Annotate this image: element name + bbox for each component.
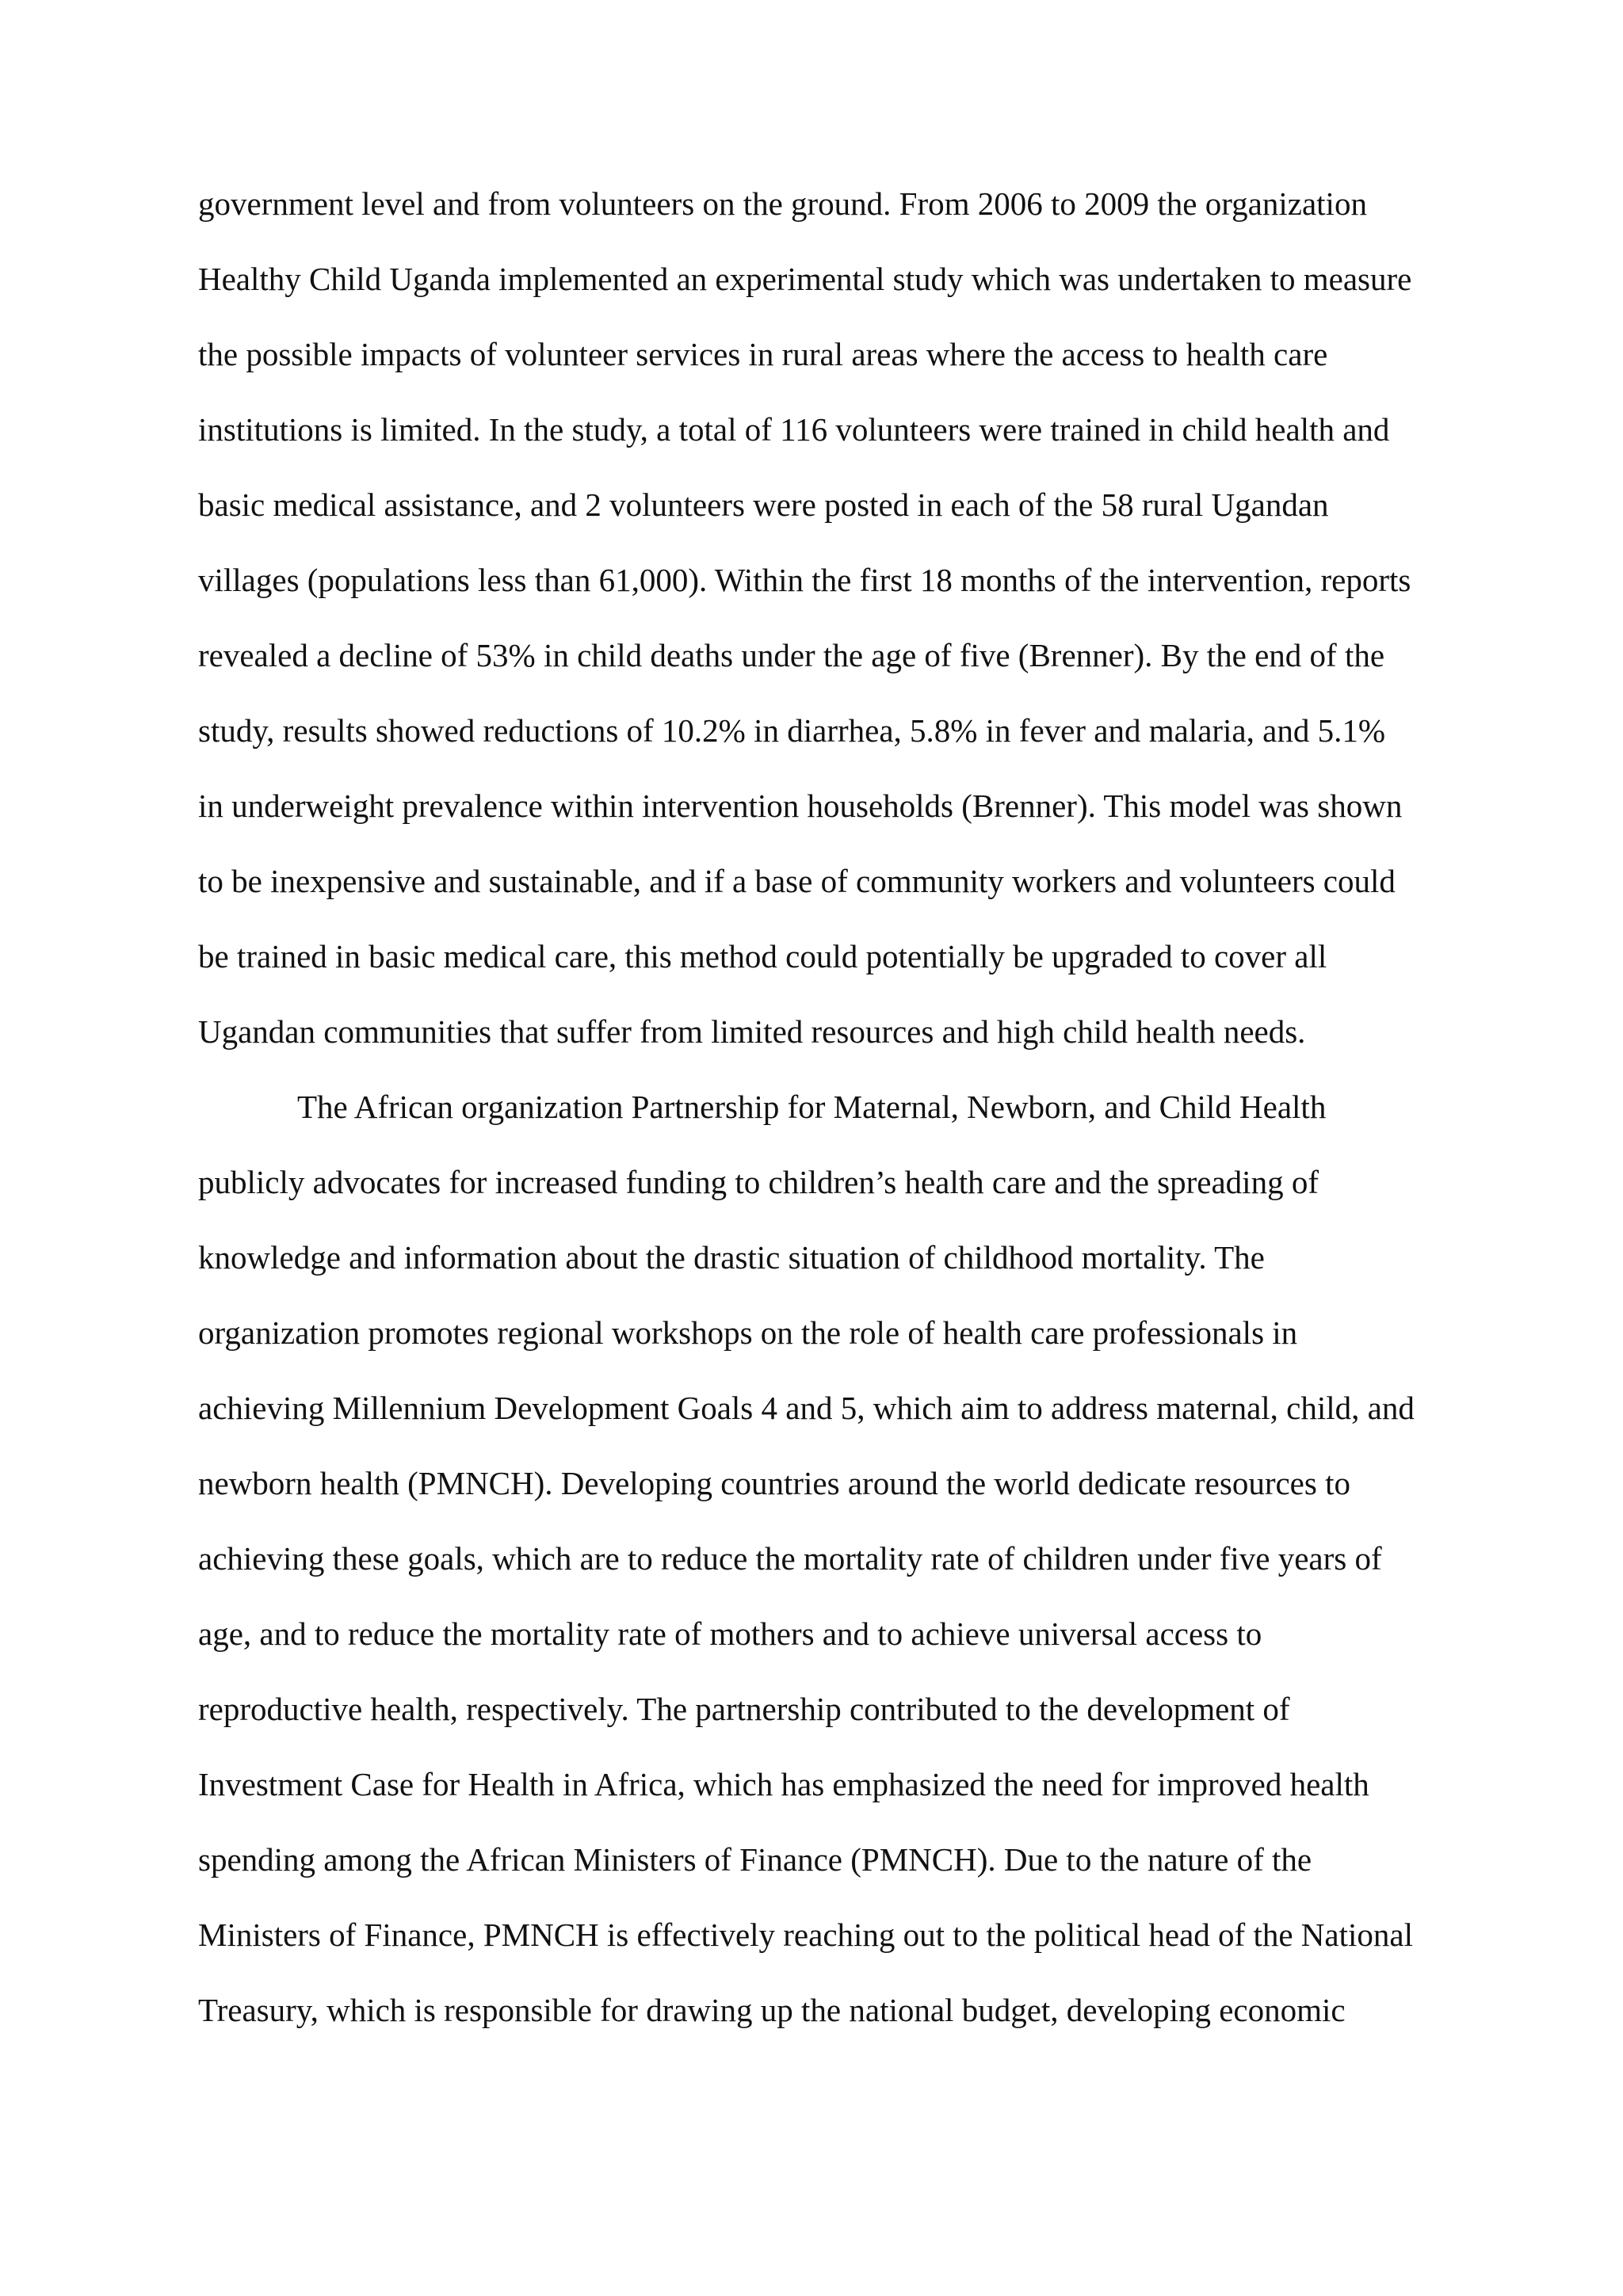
paragraph-1-line-4: institutions is limited. In the study, a total of 116 volunteers were trained in child health and (198, 411, 1390, 448)
paragraph-2-line-1: The African organization Partnership for Maternal, Newborn, and Child Health (297, 1089, 1327, 1125)
paragraph-1-line-1: government level and from volunteers on the ground. From 2006 to 2009 the organization (198, 185, 1367, 222)
paragraph-2-line-11: spending among the African Ministers of Finance (PMNCH). Due to the nature of the (198, 1841, 1312, 1878)
paragraph-2-line-2: publicly advocates for increased funding to children’s health care and the spreading of (198, 1164, 1319, 1200)
paragraph-2-line-4: organization promotes regional workshops on the role of health care professionals in (198, 1314, 1298, 1351)
paragraph-2-line-6: newborn health (PMNCH). Developing countries around the world dedicate resources to (198, 1465, 1350, 1501)
paragraph-1-line-5: basic medical assistance, and 2 volunteers were posted in each of the 58 rural Ugandan (198, 486, 1329, 523)
paragraph-1-line-2: Healthy Child Uganda implemented an experimental study which was undertaken to measure (198, 261, 1412, 297)
paragraph-2-line-5: achieving Millennium Development Goals 4 and 5, which aim to address maternal, child, and (198, 1390, 1415, 1426)
paragraph-1-line-10: to be inexpensive and sustainable, and if a base of community workers and volunteers could (198, 863, 1396, 899)
paragraph-2-line-12: Ministers of Finance, PMNCH is effectively reaching out to the political head of the National (198, 1917, 1413, 1953)
paragraph-2-line-13: Treasury, which is responsible for drawing up the national budget, developing economic (198, 1992, 1346, 2028)
paragraph-1-line-3: the possible impacts of volunteer services in rural areas where the access to health care (198, 336, 1328, 372)
paragraph-1-line-8: study, results showed reductions of 10.2% in diarrhea, 5.8% in fever and malaria, and 5.1% (198, 712, 1385, 749)
paragraph-1-line-12: Ugandan communities that suffer from limited resources and high child health needs. (198, 1013, 1306, 1050)
paragraph-1-line-11: be trained in basic medical care, this method could potentially be upgraded to cover all (198, 938, 1327, 974)
paragraph-2-line-3: knowledge and information about the drastic situation of childhood mortality. The (198, 1239, 1265, 1276)
paragraph-2-line-10: Investment Case for Health in Africa, which has emphasized the need for improved health (198, 1766, 1369, 1802)
paragraph-1-line-6: villages (populations less than 61,000). Within the first 18 months of the intervention, reports (198, 562, 1411, 598)
paragraph-1-line-9: in underweight prevalence within intervention households (Brenner). This model was shown (198, 788, 1403, 824)
paragraph-1-line-7: revealed a decline of 53% in child deaths under the age of five (Brenner). By the end of the (198, 637, 1385, 673)
paragraph-2-line-9: reproductive health, respectively. The partnership contributed to the development of (198, 1691, 1290, 1727)
paragraph-2-line-7: achieving these goals, which are to reduce the mortality rate of children under five years of (198, 1540, 1382, 1577)
paragraph-2-line-8: age, and to reduce the mortality rate of mothers and to achieve universal access to (198, 1615, 1262, 1652)
